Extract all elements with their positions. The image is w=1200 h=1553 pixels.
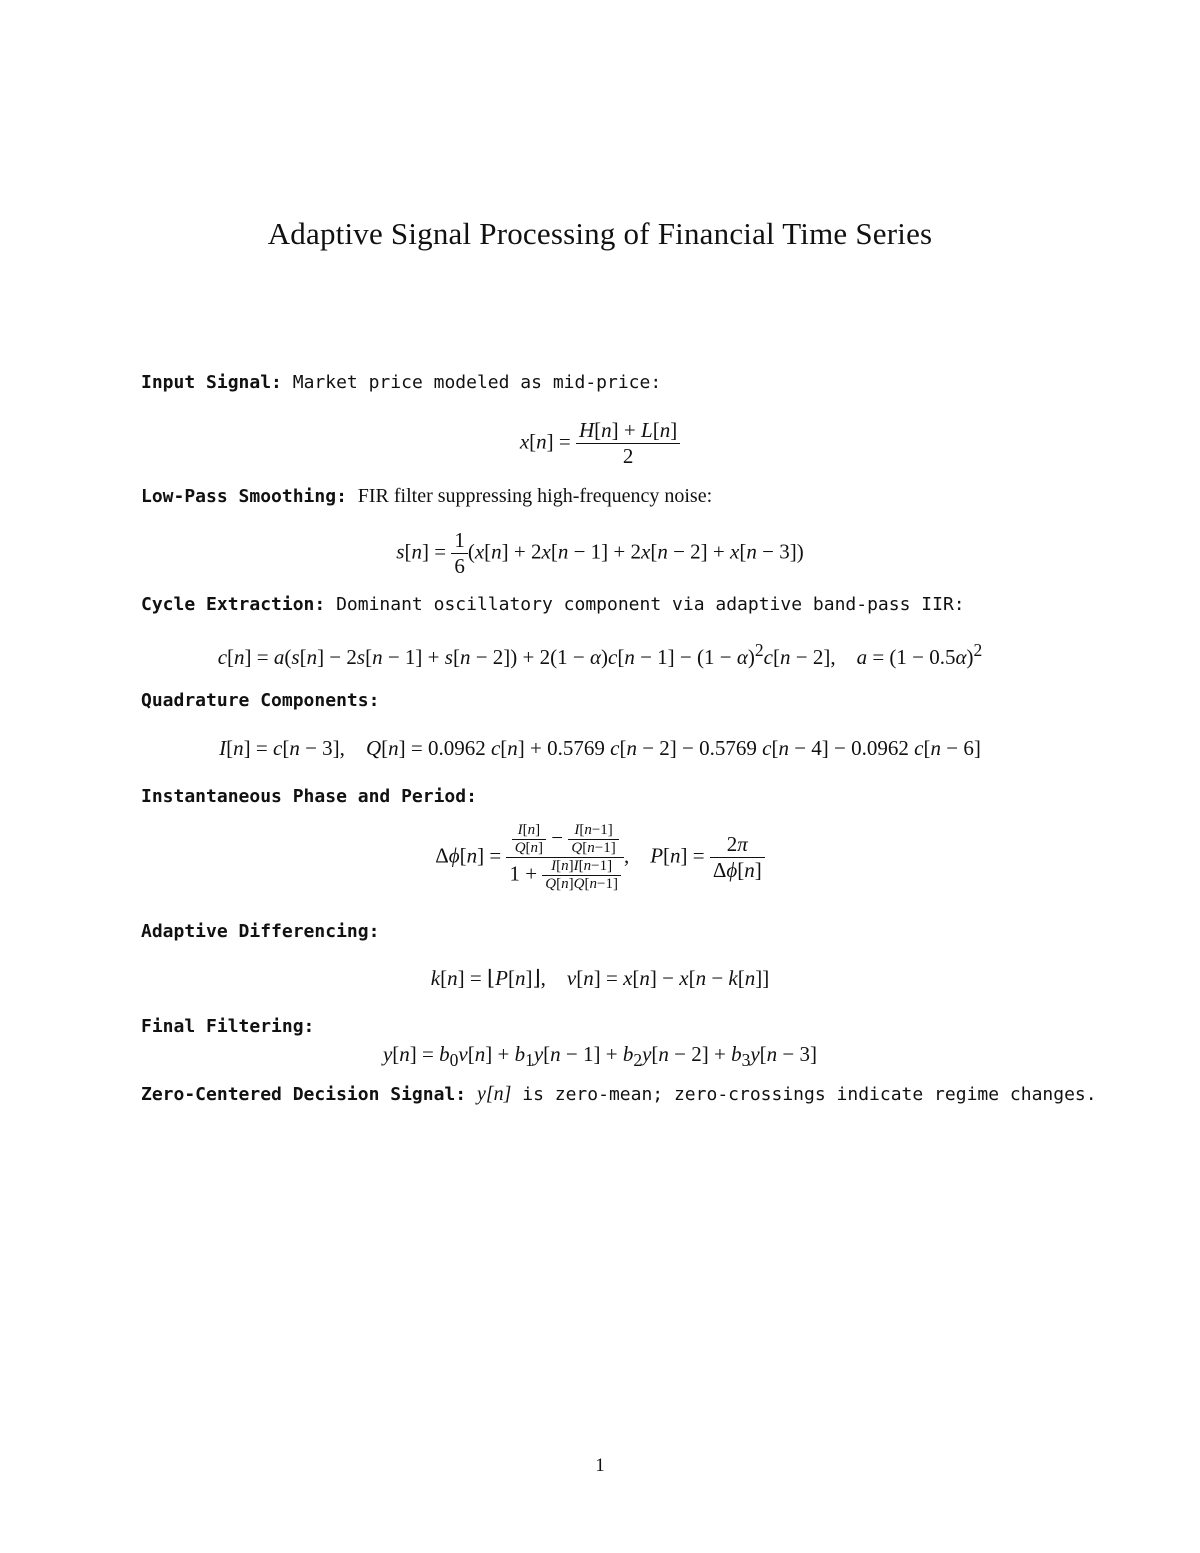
- equation-quadrature: I[n] = c[n − 3], Q[n] = 0.0962 c[n] + 0.5769 c[n − 2] − 0.5769 c[n − 4] − 0.0962 c[n − 6]: [219, 736, 981, 760]
- equation-phase-period: Δϕ[n] = $\frac{I[n]}{Q[n]}$ − $\frac{I[n-1]}{Q[n-1]}$ 1 + $\frac{I[n]I[n-1]}{Q[n]Q[n-1]}$ , P[n] = $\frac{2\pi}{\Delta\phi[n]}$: [0, 822, 1200, 893]
- equation-adaptive-differencing: k[n] = ⌊P[n]⌋, v[n] = x[n] − x[n − k[n]]: [430, 966, 770, 990]
- section-label: Quadrature Components:: [141, 690, 380, 711]
- section-cycle-extraction: [141, 594, 965, 615]
- section-low-pass-smoothing: [141, 485, 712, 508]
- section-description: Dominant oscillatory component via adaptive band-pass IIR:: [336, 594, 965, 615]
- equation-fir-smoothing: s[n] = $\frac{1}{6}$ (x[n] + 2x[n − 1] + 2x[n − 2] + x[n − 3]): [396, 528, 804, 578]
- section-input-signal: [141, 372, 661, 393]
- section-phase-and-period: [141, 786, 477, 807]
- section-quadrature-components: [141, 690, 379, 711]
- section-description: FIR filter suppressing high-frequency noise:: [357, 485, 713, 507]
- equation-band-pass-iir: $c[n] = a(s[n] - 2s[n - 1] + s[n - 2]) + 2(1 - \alpha)c[n - 1] - (1 - \alpha)^2c[n - 2]$, $a = (1 - 0.5\alpha)^2$: [217, 640, 983, 669]
- section-label: Adaptive Differencing:: [141, 921, 380, 942]
- section-description: is zero-mean; zero-crossings indicate regime changes.: [522, 1084, 1097, 1105]
- section-label: Input Signal:: [141, 372, 282, 393]
- section-label: Instantaneous Phase and Period:: [141, 786, 477, 807]
- equation-mid-price: x[n] = $\frac{H[n] + L[n]}{2}$: [0, 418, 1200, 469]
- page-number: 1: [595, 1455, 605, 1476]
- section-label: Zero-Centered Decision Signal:: [141, 1084, 467, 1105]
- page-title: Adaptive Signal Processing of Financial Time Series: [267, 216, 933, 251]
- section-adaptive-differencing: [141, 921, 379, 942]
- decision-signal-symbol: y[n]: [476, 1083, 512, 1105]
- section-description: Market price modeled as mid-price:: [292, 372, 662, 393]
- section-label: Cycle Extraction:: [141, 594, 326, 615]
- equation-final-filtering: $y[n] = b_0v[n] + b_1y[n - 1] + b_2y[n - 2] + b_3y[n - 3]$: [382, 1042, 818, 1071]
- section-label: Low-Pass Smoothing:: [141, 486, 347, 507]
- section-decision-signal: [141, 1083, 1097, 1106]
- section-final-filtering: [141, 1016, 314, 1037]
- section-label: Final Filtering:: [141, 1016, 315, 1037]
